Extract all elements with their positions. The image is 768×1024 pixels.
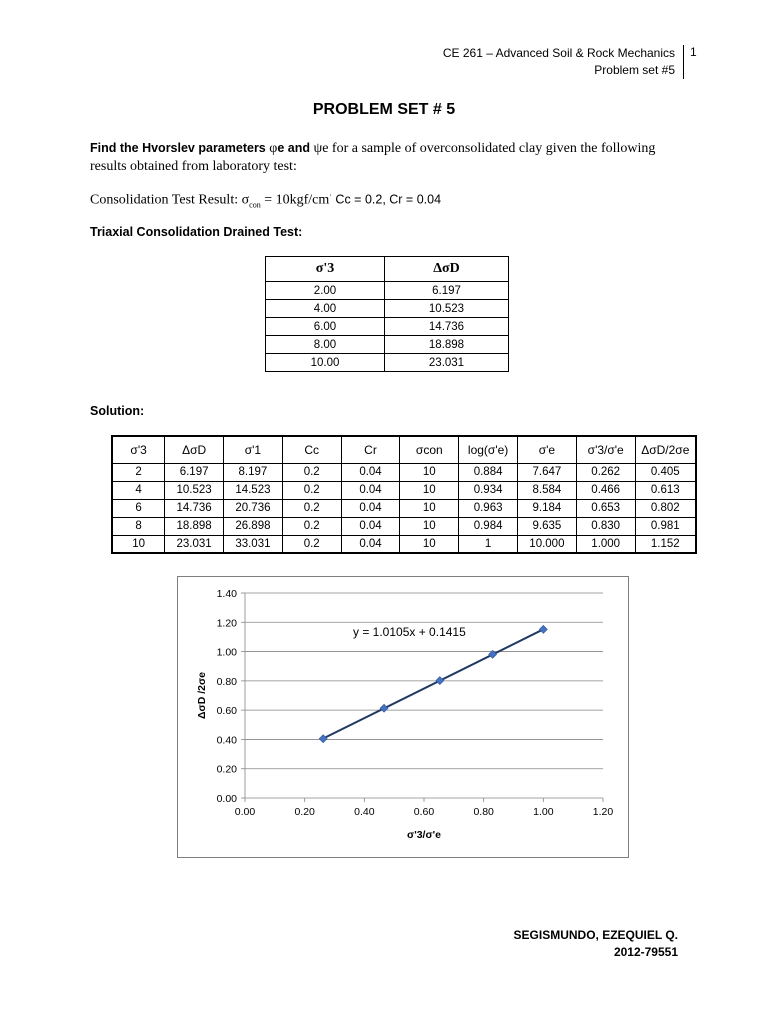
table-cell: 0.830 xyxy=(576,517,635,535)
table-cell: 6.197 xyxy=(165,463,224,481)
x-axis-label: σ'3/σ'e xyxy=(407,829,441,841)
table-cell: 0.2 xyxy=(282,535,341,553)
table-cell: 0.262 xyxy=(576,463,635,481)
table-cell: 10.523 xyxy=(165,481,224,499)
table-cell: 10 xyxy=(400,463,459,481)
table-cell: 0.981 xyxy=(635,517,696,535)
table-cell: 0.04 xyxy=(341,535,400,553)
psi-symbol: ψ xyxy=(313,141,323,156)
table-cell: 0.613 xyxy=(635,481,696,499)
triaxial-label: Triaxial Consolidation Drained Test: xyxy=(90,225,303,239)
student-name: SEGISMUNDO, EZEQUIEL Q. xyxy=(513,928,678,942)
problem-statement xyxy=(90,139,690,176)
table-header-row xyxy=(266,257,509,282)
table-row xyxy=(112,535,696,553)
data-point xyxy=(436,677,444,685)
table-cell: 0.884 xyxy=(459,463,518,481)
table-cell: 4.00 xyxy=(266,300,385,318)
table-cell: 6 xyxy=(112,499,165,517)
statement-bold-e: e and xyxy=(277,141,314,155)
x-tick-label: 1.20 xyxy=(592,806,614,818)
y-tick-label: 0.20 xyxy=(216,763,237,776)
table-header: σ'3/σ'e xyxy=(576,436,635,463)
page-header xyxy=(443,45,684,79)
statement-rest: e for a sample of overconsolidated clay given the following results obtained from laboratory test: xyxy=(90,141,656,174)
table-header: ΔσD xyxy=(385,257,509,282)
table-cell: 8.584 xyxy=(518,481,577,499)
table-cell: 20.736 xyxy=(224,499,283,517)
x-tick-label: 0.00 xyxy=(234,806,256,818)
table-row xyxy=(112,517,696,535)
trendline xyxy=(323,629,543,738)
x-tick-label: 0.80 xyxy=(473,806,494,818)
table-header: Cr xyxy=(341,436,400,463)
course-title: CE 261 – Advanced Soil & Rock Mechanics xyxy=(442,46,675,60)
table-cell: 0.04 xyxy=(341,463,400,481)
table-cell: 2 xyxy=(112,463,165,481)
table-cell: 0.653 xyxy=(576,499,635,517)
data-point xyxy=(539,625,547,633)
table-header: ΔσD/2σe xyxy=(635,436,696,463)
table-cell: 23.031 xyxy=(385,354,509,372)
y-tick-label: 1.20 xyxy=(216,617,237,630)
table-header: σ'e xyxy=(518,436,577,463)
table-cell: 1.152 xyxy=(635,535,696,553)
table-header: σ'1 xyxy=(224,436,283,463)
table-cell: 14.736 xyxy=(385,318,509,336)
table-cell: 0.802 xyxy=(635,499,696,517)
table-cell: 4 xyxy=(112,481,165,499)
problem-set-label: Problem set #5 xyxy=(594,63,675,77)
table-cell: 6.00 xyxy=(266,318,385,336)
table-cell: 1.000 xyxy=(576,535,635,553)
table-header-row xyxy=(112,436,696,463)
triaxial-table xyxy=(265,256,509,372)
data-point xyxy=(380,704,388,712)
trendline-equation: y = 1.0105x + 0.1415 xyxy=(353,625,466,639)
consolidation-value: = 10kgf/cm xyxy=(260,192,330,208)
table-cell: 10.00 xyxy=(266,354,385,372)
table-cell: 10.523 xyxy=(385,300,509,318)
consolidation-sub: con xyxy=(249,200,261,210)
table-cell: 1 xyxy=(459,535,518,553)
table-cell: 0.04 xyxy=(341,499,400,517)
table-row xyxy=(266,336,509,354)
solution-label: Solution: xyxy=(90,404,145,418)
table-row xyxy=(266,282,509,300)
table-header: σcon xyxy=(400,436,459,463)
table-cell: 14.523 xyxy=(224,481,283,499)
table-row xyxy=(266,318,509,336)
table-header: Cc xyxy=(282,436,341,463)
table-row xyxy=(266,300,509,318)
student-id: 2012-79551 xyxy=(613,945,678,959)
table-row xyxy=(112,481,696,499)
page-title: PROBLEM SET # 5 xyxy=(312,101,456,118)
table-cell: 0.2 xyxy=(282,517,341,535)
table-cell: 0.963 xyxy=(459,499,518,517)
page-number: 1 xyxy=(690,45,697,59)
table-cell: 6.197 xyxy=(385,282,509,300)
table-cell: 0.2 xyxy=(282,499,341,517)
table-cell: 18.898 xyxy=(385,336,509,354)
table-cell: 18.898 xyxy=(165,517,224,535)
x-tick-label: 1.00 xyxy=(533,806,554,818)
table-cell: 8 xyxy=(112,517,165,535)
table-cell: 0.466 xyxy=(576,481,635,499)
table-cell: 10 xyxy=(400,481,459,499)
table-cell: 8.00 xyxy=(266,336,385,354)
solution-table xyxy=(111,435,697,554)
scatter-chart xyxy=(178,577,630,859)
table-cell: 14.736 xyxy=(165,499,224,517)
table-cell: 0.2 xyxy=(282,463,341,481)
table-header: ΔσD xyxy=(165,436,224,463)
signature-block xyxy=(514,927,678,961)
table-cell: 8.197 xyxy=(224,463,283,481)
table-cell: 10 xyxy=(400,517,459,535)
table-cell: 0.2 xyxy=(282,481,341,499)
consolidation-result xyxy=(90,191,441,209)
table-cell: 10 xyxy=(400,499,459,517)
table-cell: 0.405 xyxy=(635,463,696,481)
cc-cr-values: Cc = 0.2, Cr = 0.04 xyxy=(331,192,442,207)
x-tick-label: 0.20 xyxy=(294,806,315,818)
table-cell: 10.000 xyxy=(518,535,577,553)
data-point xyxy=(319,735,327,743)
table-row xyxy=(112,499,696,517)
y-tick-label: 0.40 xyxy=(216,734,237,747)
table-header: σ'3 xyxy=(112,436,165,463)
x-tick-label: 0.40 xyxy=(354,806,375,818)
x-tick-label: 0.60 xyxy=(413,806,435,818)
table-cell: 33.031 xyxy=(224,535,283,553)
y-tick-label: 0.00 xyxy=(216,793,237,805)
table-row xyxy=(112,463,696,481)
table-cell: 0.04 xyxy=(341,517,400,535)
table-cell: 0.04 xyxy=(341,481,400,499)
table-cell: 2.00 xyxy=(266,282,385,300)
chart-container xyxy=(177,576,629,858)
consolidation-label: Consolidation Test Result: σ xyxy=(90,192,250,208)
table-cell: 9.635 xyxy=(518,517,577,535)
table-cell: 10 xyxy=(400,535,459,553)
table-row xyxy=(266,354,509,372)
table-cell: 23.031 xyxy=(165,535,224,553)
table-cell: 0.984 xyxy=(459,517,518,535)
y-axis-label: ΔσD /2σe xyxy=(196,671,208,720)
table-cell: 9.184 xyxy=(518,499,577,517)
table-cell: 26.898 xyxy=(224,517,283,535)
y-tick-label: 0.80 xyxy=(216,675,237,688)
table-header: σ'3 xyxy=(266,257,385,282)
statement-bold: Find the Hvorslev parameters xyxy=(90,141,270,155)
table-cell: 10 xyxy=(112,535,165,553)
y-tick-label: 0.60 xyxy=(216,705,237,718)
y-tick-label: 1.00 xyxy=(216,646,237,659)
table-cell: 0.934 xyxy=(459,481,518,499)
consolidation-sup: · xyxy=(329,191,332,200)
table-header: log(σ'e) xyxy=(459,436,518,463)
table-cell: 7.647 xyxy=(518,463,577,481)
y-tick-label: 1.40 xyxy=(216,588,237,600)
phi-symbol: φ xyxy=(269,141,278,156)
